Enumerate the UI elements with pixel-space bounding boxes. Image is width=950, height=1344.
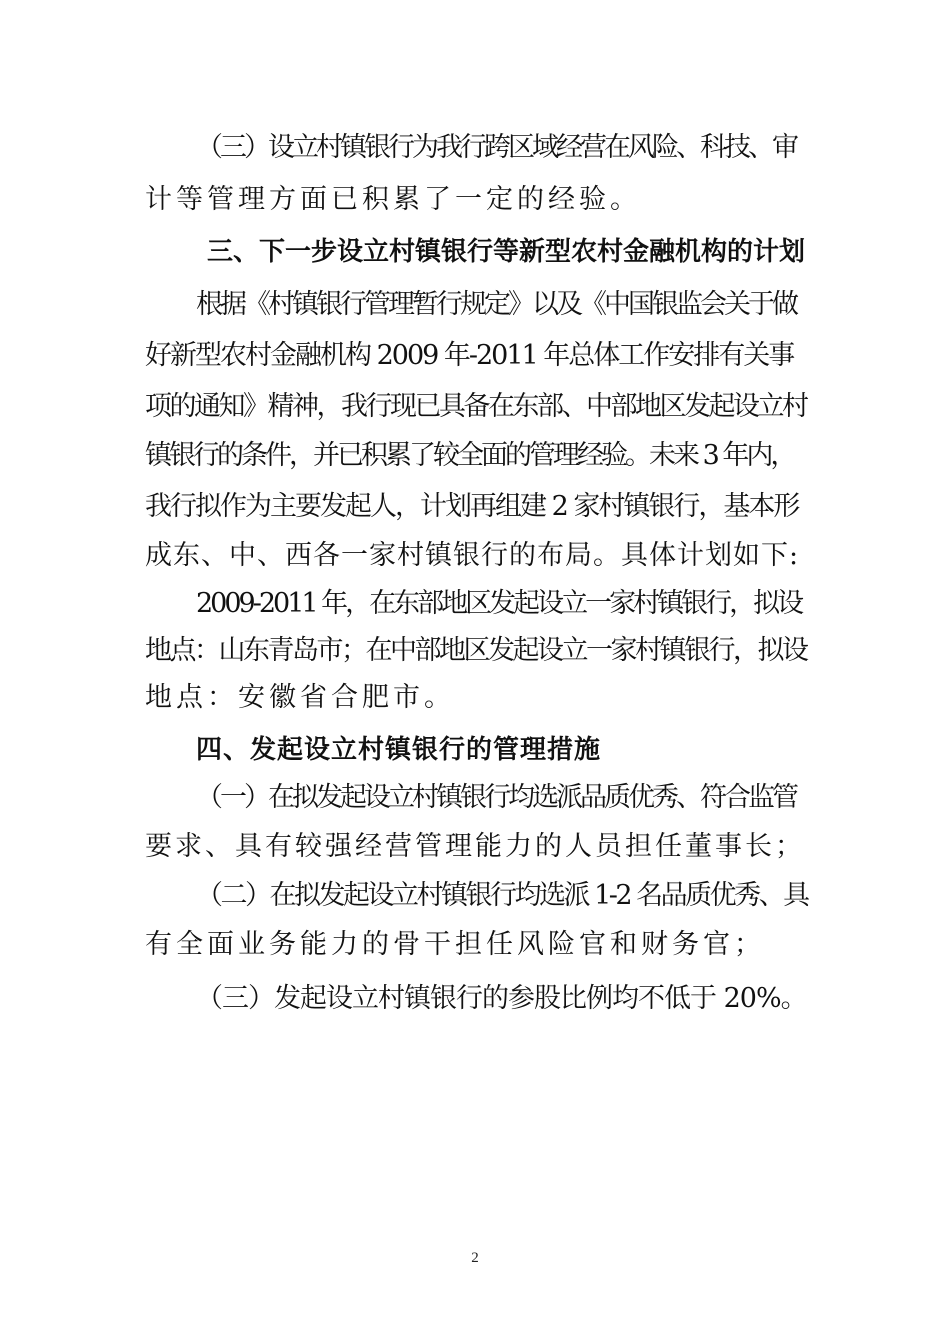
- paragraph-line: 根据《村镇银行管理暂行规定》以及《中国银监会关于做: [196, 289, 796, 320]
- section-heading-3: 三、下一步设立村镇银行等新型农村金融机构的计划: [207, 237, 806, 267]
- section-heading-4: 四、发起设立村镇银行的管理措施: [196, 735, 602, 765]
- paragraph-line: （二）在拟发起设立村镇银行均选派 1-2 名品质优秀、具: [196, 880, 808, 911]
- page-number: 2: [471, 1250, 479, 1266]
- paragraph-line: 计等管理方面已积累了一定的经验。: [145, 184, 641, 215]
- paragraph-line: （一）在拟发起设立村镇银行均选派品质优秀、符合监管: [196, 782, 796, 813]
- paragraph-line: 我行拟作为主要发起人，计划再组建 2 家村镇银行，基本形: [145, 491, 799, 522]
- paragraph-line: 要求、具有较强经营管理能力的人员担任董事长；: [145, 831, 805, 862]
- paragraph-line: 镇银行的条件，并已积累了较全面的管理经验。未来 3 年内，: [145, 440, 795, 471]
- paragraph-line: 有全面业务能力的骨干担任风险官和财务官；: [145, 929, 765, 960]
- paragraph-line: 好新型农村金融机构 2009 年-2011 年总体工作安排有关事: [145, 340, 794, 371]
- paragraph-line: 地点：山东青岛市；在中部地区发起设立一家村镇银行，拟设: [145, 635, 807, 666]
- paragraph-line: 地点：安徽省合肥市。: [145, 682, 455, 713]
- paragraph-line: 成东、中、西各一家村镇银行的布局。具体计划如下:: [145, 540, 800, 571]
- paragraph-line: 2009-2011 年，在东部地区发起设立一家村镇银行，拟设: [196, 588, 802, 619]
- paragraph-line: （三）设立村镇银行为我行跨区域经营在风险、科技、审: [196, 132, 796, 163]
- paragraph-line: （三）发起设立村镇银行的参股比例均不低于 20%。: [196, 983, 807, 1014]
- paragraph-line: 项的通知》精神，我行现已具备在东部、中部地区发起设立村: [145, 391, 807, 422]
